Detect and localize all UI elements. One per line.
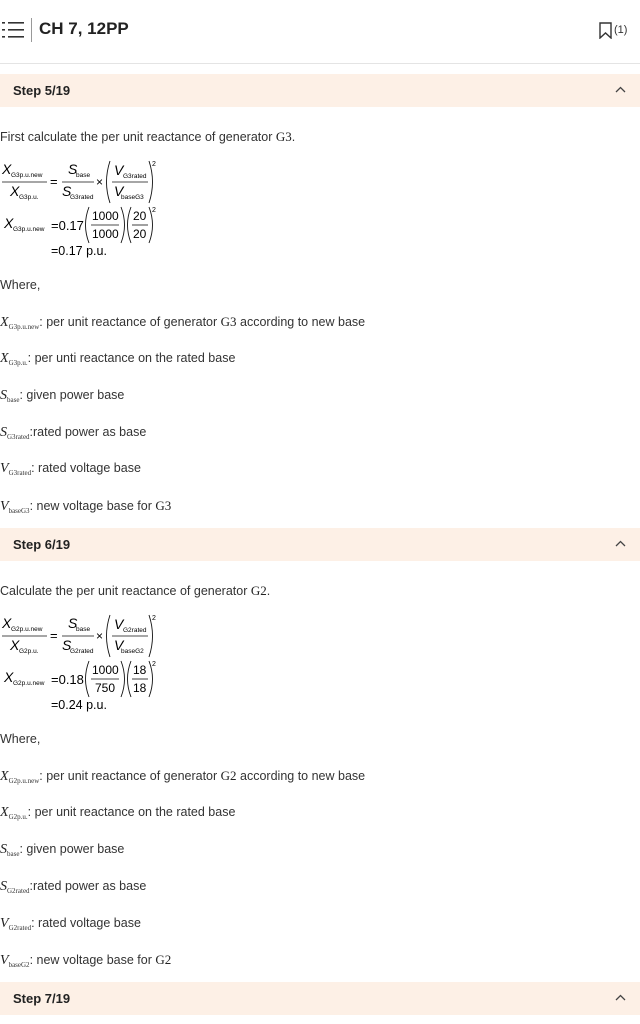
svg-text:G3rated: G3rated <box>70 194 94 201</box>
svg-text:1000: 1000 <box>92 209 119 223</box>
svg-text:750: 750 <box>95 681 116 695</box>
generator-symbol: G3 <box>275 129 292 144</box>
svg-text:baseG3: baseG3 <box>121 194 144 201</box>
svg-text:=0.17: =0.17 <box>51 218 84 233</box>
svg-text:S: S <box>68 615 78 631</box>
svg-text:20: 20 <box>133 227 147 241</box>
equation-step-6 <box>0 609 170 719</box>
where-label: Where, <box>0 732 41 746</box>
bookmark-icon[interactable] <box>599 22 612 44</box>
menu-icon[interactable] <box>2 19 24 41</box>
svg-text:18: 18 <box>133 681 147 695</box>
svg-text:×: × <box>96 629 104 643</box>
svg-text:V: V <box>114 162 124 178</box>
definition-row: $V_{G3rated}$: rated voltage base <box>0 461 141 477</box>
step-intro: Calculate the per unit reactance of generator G2. <box>0 583 271 598</box>
step-header-5[interactable] <box>0 74 640 107</box>
svg-text:=0.24 p.u.: =0.24 p.u. <box>51 698 107 712</box>
svg-text:G2p.u.new: G2p.u.new <box>11 626 43 633</box>
svg-text:2: 2 <box>152 207 156 214</box>
bookmark-count: (1) <box>614 24 628 36</box>
svg-text:×: × <box>96 175 104 189</box>
svg-text:V: V <box>114 637 124 653</box>
svg-text:S: S <box>62 183 72 199</box>
svg-text:20: 20 <box>133 209 147 223</box>
svg-text:1000: 1000 <box>92 227 119 241</box>
svg-text:V: V <box>114 183 124 199</box>
svg-text:G2rated: G2rated <box>70 648 94 655</box>
svg-text:X: X <box>4 669 14 685</box>
svg-text:2: 2 <box>152 615 156 622</box>
step-header-7[interactable] <box>0 982 640 1015</box>
step-label: Step 5/19 <box>13 83 71 98</box>
svg-text:X: X <box>2 161 12 177</box>
definition-row: $X_{G2p.u.}$: per unit reactance on the rated base <box>0 805 236 821</box>
svg-text:G2p.u.: G2p.u. <box>19 648 39 655</box>
title-divider <box>31 18 32 42</box>
svg-text:S: S <box>62 637 72 653</box>
step-header-6[interactable] <box>0 528 640 561</box>
page-title: CH 7, 12PP <box>39 19 129 38</box>
svg-text:G3p.u.: G3p.u. <box>19 194 39 201</box>
step-label: Step 7/19 <box>13 991 71 1006</box>
definition-row: $V_{baseG3}$: new voltage base for G3 <box>0 498 172 515</box>
svg-text:1000: 1000 <box>92 663 119 677</box>
svg-text:2: 2 <box>152 661 156 668</box>
top-bar <box>0 0 640 64</box>
svg-text:X: X <box>4 215 14 231</box>
definition-row: $X_{G2p.u.new}$: per unit reactance of generator G2 according to new base <box>0 768 366 785</box>
svg-text:=: = <box>50 628 58 643</box>
definition-row: $V_{G2rated}$: rated voltage base <box>0 916 141 932</box>
svg-text:G3rated: G3rated <box>123 173 147 180</box>
svg-text:G3p.u.new: G3p.u.new <box>11 172 43 179</box>
definition-row: $S_{G2rated}:rated$ power as base <box>0 879 147 895</box>
svg-text:X: X <box>10 183 20 199</box>
chevron-up-icon[interactable] <box>615 540 626 547</box>
definition-row: $S_{base}$: given power base <box>0 842 125 858</box>
svg-text:=: = <box>50 174 58 189</box>
svg-text:base: base <box>76 626 91 633</box>
chevron-up-icon[interactable] <box>615 86 626 93</box>
svg-text:X: X <box>2 615 12 631</box>
svg-text:base: base <box>76 172 91 179</box>
where-label: Where, <box>0 278 41 292</box>
chevron-up-icon[interactable] <box>615 994 626 1001</box>
svg-text:2: 2 <box>152 161 156 168</box>
generator-symbol: G2 <box>250 583 267 598</box>
svg-text:S: S <box>68 161 78 177</box>
svg-text:baseG2: baseG2 <box>121 648 144 655</box>
svg-text:G3p.u.new: G3p.u.new <box>13 226 45 233</box>
svg-text:=0.17 p.u.: =0.17 p.u. <box>51 244 107 258</box>
definition-row: $X_{G3p.u.}$: per unti reactance on the rated base <box>0 351 236 367</box>
svg-text:X: X <box>10 637 20 653</box>
svg-text:18: 18 <box>133 663 147 677</box>
step-intro: First calculate the per unit reactance of generator G3. <box>0 129 296 144</box>
definition-row: $V_{baseG2}$: new voltage base for G2 <box>0 952 172 969</box>
step-label: Step 6/19 <box>13 537 71 552</box>
svg-text:V: V <box>114 616 124 632</box>
svg-text:G2rated: G2rated <box>123 627 147 634</box>
svg-text:G2p.u.new: G2p.u.new <box>13 680 45 687</box>
definition-row: $X_{G3p.u.new}$: per unit reactance of generator G3 according to new base <box>0 314 366 331</box>
equation-step-5 <box>0 155 170 265</box>
svg-text:=0.18: =0.18 <box>51 672 84 687</box>
definition-row: $S_{base}$: given power base <box>0 388 125 404</box>
definition-row: $S_{G3rated}:rated$ power as base <box>0 425 147 441</box>
